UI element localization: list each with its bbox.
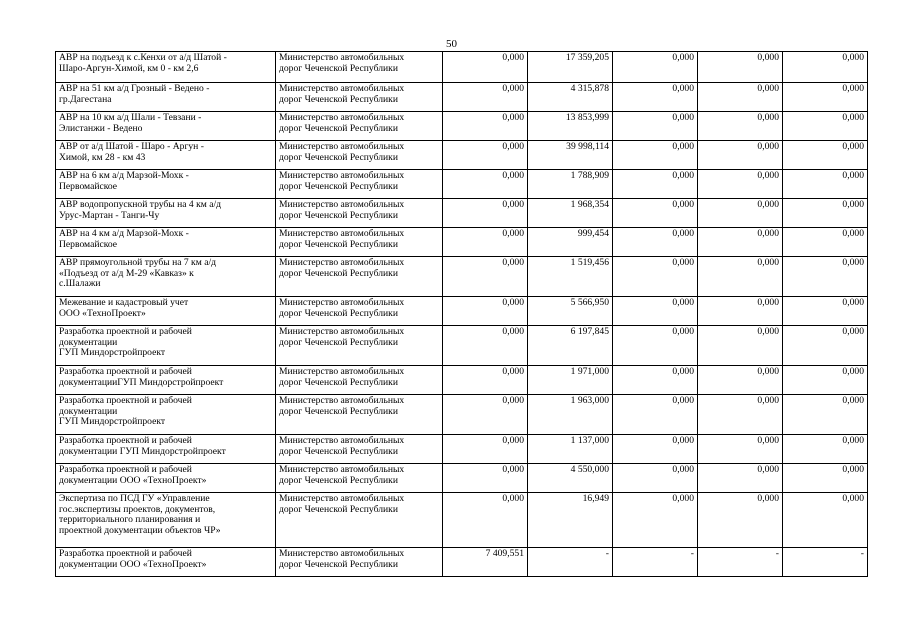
cell-name: АВР на 4 км а/д Марзой-Мохк - Первомайское: [56, 228, 276, 257]
table-row: [56, 52, 868, 83]
cell-value-5: 0,000: [783, 395, 868, 435]
table-row: [56, 257, 868, 297]
cell-value-1: 0,000: [443, 366, 528, 395]
cell-value-3: 0,000: [613, 141, 698, 170]
cell-name: АВР на 6 км а/д Марзой-Мохк - Первомайское: [56, 170, 276, 199]
cell-value-4: 0,000: [698, 297, 783, 326]
cell-organization: Министерство автомобильных дорог Чеченской Республики: [276, 52, 443, 83]
cell-organization: Министерство автомобильных дорог Чеченской Республики: [276, 112, 443, 141]
cell-organization: Министерство автомобильных дорог Чеченской Республики: [276, 228, 443, 257]
cell-value-2: 16,949: [528, 493, 613, 548]
cell-value-5: 0,000: [783, 52, 868, 83]
cell-value-2: 4 550,000: [528, 464, 613, 493]
cell-value-2: 1 137,000: [528, 435, 613, 464]
table-row: [56, 464, 868, 493]
cell-value-2: -: [528, 548, 613, 577]
cell-value-4: 0,000: [698, 170, 783, 199]
cell-name: Межевание и кадастровый учет ООО «ТехноПроект»: [56, 297, 276, 326]
cell-value-4: 0,000: [698, 435, 783, 464]
cell-value-3: 0,000: [613, 112, 698, 141]
cell-organization: Министерство автомобильных дорог Чеченской Республики: [276, 199, 443, 228]
cell-name: Разработка проектной и рабочей документации ООО «ТехноПроект»: [56, 548, 276, 577]
cell-value-1: 0,000: [443, 297, 528, 326]
page-number: 50: [446, 38, 457, 50]
cell-name: Экспертиза по ПСД ГУ «Управление гос.экспертизы проектов, документов, территориального планирования и проектной документации объектов ЧР»: [56, 493, 276, 548]
cell-value-2: 1 788,909: [528, 170, 613, 199]
cell-value-4: 0,000: [698, 228, 783, 257]
cell-organization: Министерство автомобильных дорог Чеченской Республики: [276, 366, 443, 395]
cell-value-3: 0,000: [613, 493, 698, 548]
cell-name: АВР на 10 км а/д Шали - Тевзани - Элистанжи - Ведено: [56, 112, 276, 141]
cell-value-5: 0,000: [783, 435, 868, 464]
cell-value-1: 0,000: [443, 395, 528, 435]
cell-value-2: 13 853,999: [528, 112, 613, 141]
cell-name: АВР на 51 км а/д Грозный - Ведено - гр.Дагестана: [56, 83, 276, 112]
cell-value-3: 0,000: [613, 83, 698, 112]
cell-value-4: 0,000: [698, 199, 783, 228]
table-row: [56, 199, 868, 228]
cell-value-5: 0,000: [783, 141, 868, 170]
cell-value-5: 0,000: [783, 112, 868, 141]
cell-organization: Министерство автомобильных дорог Чеченской Республики: [276, 170, 443, 199]
cell-value-5: -: [783, 548, 868, 577]
cell-value-1: 0,000: [443, 52, 528, 83]
budget-table: [55, 51, 868, 577]
cell-value-1: 0,000: [443, 112, 528, 141]
cell-value-4: 0,000: [698, 52, 783, 83]
table-row: [56, 141, 868, 170]
cell-organization: Министерство автомобильных дорог Чеченской Республики: [276, 83, 443, 112]
table-row: [56, 548, 868, 577]
cell-value-1: 0,000: [443, 326, 528, 366]
cell-value-2: 1 519,456: [528, 257, 613, 297]
cell-value-5: 0,000: [783, 366, 868, 395]
cell-value-3: 0,000: [613, 170, 698, 199]
cell-value-5: 0,000: [783, 297, 868, 326]
cell-value-3: 0,000: [613, 366, 698, 395]
cell-value-4: 0,000: [698, 493, 783, 548]
cell-value-2: 4 315,878: [528, 83, 613, 112]
cell-value-4: 0,000: [698, 395, 783, 435]
cell-value-3: 0,000: [613, 52, 698, 83]
cell-value-5: 0,000: [783, 257, 868, 297]
cell-value-5: 0,000: [783, 83, 868, 112]
cell-value-2: 6 197,845: [528, 326, 613, 366]
cell-value-1: 0,000: [443, 464, 528, 493]
table-row: [56, 326, 868, 366]
cell-value-3: 0,000: [613, 464, 698, 493]
cell-value-1: 7 409,551: [443, 548, 528, 577]
cell-value-3: 0,000: [613, 326, 698, 366]
table-row: [56, 112, 868, 141]
cell-value-4: 0,000: [698, 464, 783, 493]
cell-value-4: 0,000: [698, 83, 783, 112]
table-row: [56, 395, 868, 435]
cell-organization: Министерство автомобильных дорог Чеченской Республики: [276, 141, 443, 170]
cell-value-1: 0,000: [443, 199, 528, 228]
cell-value-1: 0,000: [443, 493, 528, 548]
cell-value-3: 0,000: [613, 395, 698, 435]
cell-value-1: 0,000: [443, 83, 528, 112]
cell-value-4: 0,000: [698, 326, 783, 366]
cell-value-3: 0,000: [613, 228, 698, 257]
cell-value-2: 5 566,950: [528, 297, 613, 326]
cell-value-1: 0,000: [443, 257, 528, 297]
table-row: [56, 297, 868, 326]
table-row: [56, 366, 868, 395]
cell-value-2: 39 998,114: [528, 141, 613, 170]
cell-value-1: 0,000: [443, 141, 528, 170]
cell-value-5: 0,000: [783, 228, 868, 257]
cell-name: Разработка проектной и рабочей документации ГУП Миндорстройпроект: [56, 395, 276, 435]
cell-value-3: -: [613, 548, 698, 577]
table-row: [56, 435, 868, 464]
cell-value-3: 0,000: [613, 257, 698, 297]
cell-organization: Министерство автомобильных дорог Чеченской Республики: [276, 548, 443, 577]
cell-organization: Министерство автомобильных дорог Чеченской Республики: [276, 395, 443, 435]
cell-value-3: 0,000: [613, 199, 698, 228]
cell-value-4: -: [698, 548, 783, 577]
table-body: [56, 52, 868, 577]
table-row: [56, 83, 868, 112]
cell-name: Разработка проектной и рабочей документации ООО «ТехноПроект»: [56, 464, 276, 493]
cell-value-5: 0,000: [783, 326, 868, 366]
cell-value-2: 17 359,205: [528, 52, 613, 83]
table-row: [56, 228, 868, 257]
cell-name: Разработка проектной и рабочей документации ГУП Миндорстройпроект: [56, 435, 276, 464]
cell-name: Разработка проектной и рабочей документации ГУП Миндорстройпроект: [56, 326, 276, 366]
cell-value-5: 0,000: [783, 170, 868, 199]
cell-value-4: 0,000: [698, 366, 783, 395]
cell-value-1: 0,000: [443, 435, 528, 464]
cell-name: АВР водопропускной трубы на 4 км а/д Урус-Мартан - Танги-Чу: [56, 199, 276, 228]
cell-organization: Министерство автомобильных дорог Чеченской Республики: [276, 326, 443, 366]
cell-name: АВР на подъезд к с.Кенхи от а/д Шатой - Шаро-Аргун-Химой, км 0 - км 2,6: [56, 52, 276, 83]
cell-organization: Министерство автомобильных дорог Чеченской Республики: [276, 257, 443, 297]
cell-value-2: 1 968,354: [528, 199, 613, 228]
cell-value-2: 999,454: [528, 228, 613, 257]
cell-value-2: 1 963,000: [528, 395, 613, 435]
cell-value-3: 0,000: [613, 435, 698, 464]
table-row: [56, 493, 868, 548]
cell-value-5: 0,000: [783, 464, 868, 493]
cell-organization: Министерство автомобильных дорог Чеченской Республики: [276, 493, 443, 548]
cell-value-4: 0,000: [698, 141, 783, 170]
cell-value-5: 0,000: [783, 199, 868, 228]
cell-organization: Министерство автомобильных дорог Чеченской Республики: [276, 435, 443, 464]
cell-value-4: 0,000: [698, 112, 783, 141]
cell-organization: Министерство автомобильных дорог Чеченской Республики: [276, 464, 443, 493]
cell-value-1: 0,000: [443, 228, 528, 257]
cell-organization: Министерство автомобильных дорог Чеченской Республики: [276, 297, 443, 326]
cell-name: АВР от а/д Шатой - Шаро - Аргун - Химой, км 28 - км 43: [56, 141, 276, 170]
cell-value-1: 0,000: [443, 170, 528, 199]
cell-value-4: 0,000: [698, 257, 783, 297]
cell-value-3: 0,000: [613, 297, 698, 326]
cell-name: АВР прямоугольной трубы на 7 км а/д «Подъезд от а/д М-29 «Кавказ» к с.Шалажи: [56, 257, 276, 297]
table-row: [56, 170, 868, 199]
cell-value-2: 1 971,000: [528, 366, 613, 395]
cell-value-5: 0,000: [783, 493, 868, 548]
cell-name: Разработка проектной и рабочей документацииГУП Миндорстройпроект: [56, 366, 276, 395]
